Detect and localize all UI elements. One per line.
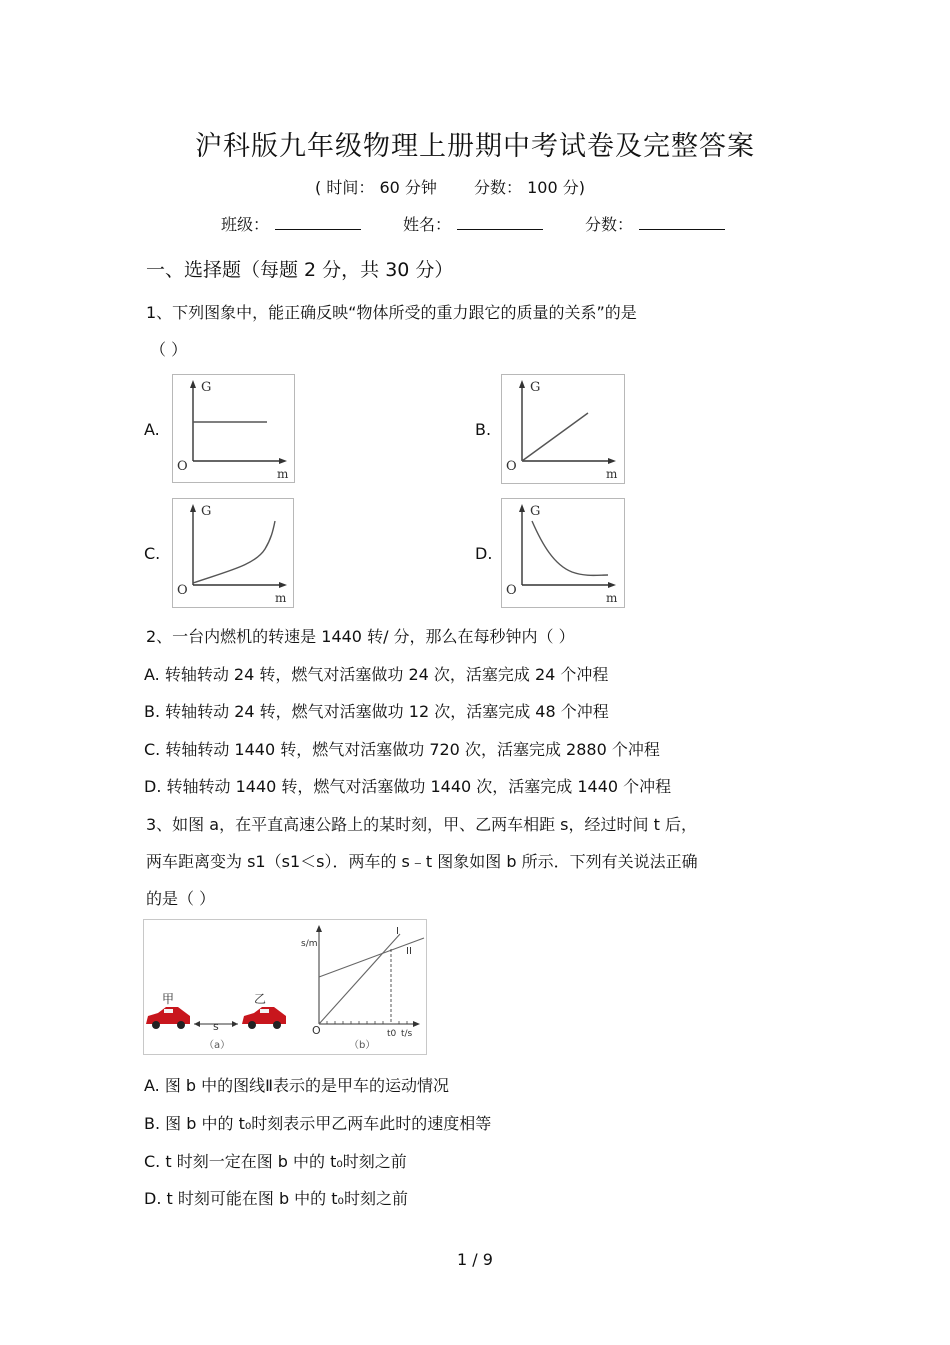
name-field	[403, 212, 543, 235]
q1-paren: （ ）	[150, 340, 188, 359]
line-i-label: I	[396, 926, 399, 937]
q2-option-a[interactable]: A. 转轴转动 24 转，燃气对活塞做功 24 次，活塞完成 24 个冲程	[144, 665, 609, 684]
t0-label: t0	[387, 1029, 397, 1039]
q2-option-d[interactable]: D. 转轴转动 1440 转，燃气对活塞做功 1440 次，活塞完成 1440 个冲程	[144, 777, 672, 796]
q1-graph-c	[172, 498, 294, 608]
origin-label: O	[312, 1024, 321, 1037]
name-blank[interactable]	[457, 215, 543, 230]
score-label: 分数：	[474, 178, 523, 197]
q3-line-3: 的是（ ）	[146, 889, 216, 908]
q1-option-d-label[interactable]: D.	[475, 544, 493, 563]
score-value: 100 分)	[527, 178, 585, 197]
origin-label: O	[506, 583, 517, 598]
score-blank[interactable]	[639, 215, 725, 230]
time-label: ( 时间：	[315, 178, 375, 197]
q3-line-2: 两车距离变为 s1（s1＜s）．两车的 s﹣t 图象如图 b 所示．下列有关说法正确	[146, 852, 698, 871]
axis-y-label: G	[530, 380, 541, 395]
page-number: 1 / 9	[457, 1250, 493, 1269]
axis-x-label: m	[606, 591, 618, 605]
y-axis-label: s/m	[301, 939, 318, 949]
q3-figure	[143, 919, 427, 1055]
car-jia-label: 甲	[162, 992, 175, 1006]
distance-label: s	[213, 1020, 219, 1033]
q1-stem: 1、下列图象中，能正确反映“物体所受的重力跟它的质量的关系”的是	[146, 303, 637, 322]
class-label: 班级：	[221, 215, 270, 234]
q3-option-d[interactable]: D. t 时刻可能在图 b 中的 t₀时刻之前	[144, 1189, 408, 1208]
axis-x-label: m	[277, 467, 289, 481]
q1-graph-a	[172, 374, 295, 483]
q2-stem: 2、一台内燃机的转速是 1440 转/ 分，那么在每秒钟内（ ）	[146, 627, 575, 646]
line-ii-label: II	[406, 946, 412, 957]
q3-option-c[interactable]: C. t 时刻一定在图 b 中的 t₀时刻之前	[144, 1152, 407, 1171]
q1-option-b-label[interactable]: B.	[475, 420, 492, 439]
origin-label: O	[177, 459, 188, 474]
q2-option-c[interactable]: C. 转轴转动 1440 转，燃气对活塞做功 720 次，活塞完成 2880 个冲程	[144, 740, 660, 759]
axis-y-label: G	[201, 380, 212, 395]
q1-option-c-label[interactable]: C.	[144, 544, 161, 563]
q2-option-b[interactable]: B. 转轴转动 24 转，燃气对活塞做功 12 次，活塞完成 48 个冲程	[144, 702, 609, 721]
exam-time	[315, 175, 437, 198]
q3-line-1: 3、如图 a，在平直高速公路上的某时刻，甲、乙两车相距 s，经过时间 t 后，	[146, 815, 697, 834]
q3-option-b[interactable]: B. 图 b 中的 t₀时刻表示甲乙两车此时的速度相等	[144, 1114, 492, 1133]
exam-score	[474, 175, 585, 198]
class-field	[221, 212, 361, 235]
origin-label: O	[177, 583, 188, 598]
car-yi-icon	[242, 1007, 286, 1029]
car-yi-label: 乙	[254, 992, 267, 1006]
name-label: 姓名：	[403, 215, 452, 234]
score-field-label: 分数：	[585, 215, 634, 234]
axis-x-label: m	[275, 591, 287, 605]
section-title: 一、选择题（每题 2 分，共 30 分）	[146, 259, 454, 281]
caption-a: （a）	[204, 1040, 231, 1051]
origin-label: O	[506, 459, 517, 474]
score-field	[585, 212, 725, 235]
car-jia-icon	[146, 1007, 190, 1029]
axis-y-label: G	[201, 504, 212, 519]
q1-graph-d	[501, 498, 625, 608]
page-title: 沪科版九年级物理上册期中考试卷及完整答案	[195, 131, 755, 162]
axis-x-label: m	[606, 467, 618, 481]
caption-b: （b）	[349, 1040, 376, 1051]
q3-option-a[interactable]: A. 图 b 中的图线Ⅱ表示的是甲车的运动情况	[144, 1076, 450, 1095]
time-value: 60 分钟	[379, 178, 437, 197]
class-blank[interactable]	[275, 215, 361, 230]
x-axis-label: t/s	[401, 1029, 413, 1039]
q1-graph-b	[501, 374, 625, 484]
q1-option-a-label[interactable]: A.	[144, 420, 160, 439]
axis-y-label: G	[530, 504, 541, 519]
